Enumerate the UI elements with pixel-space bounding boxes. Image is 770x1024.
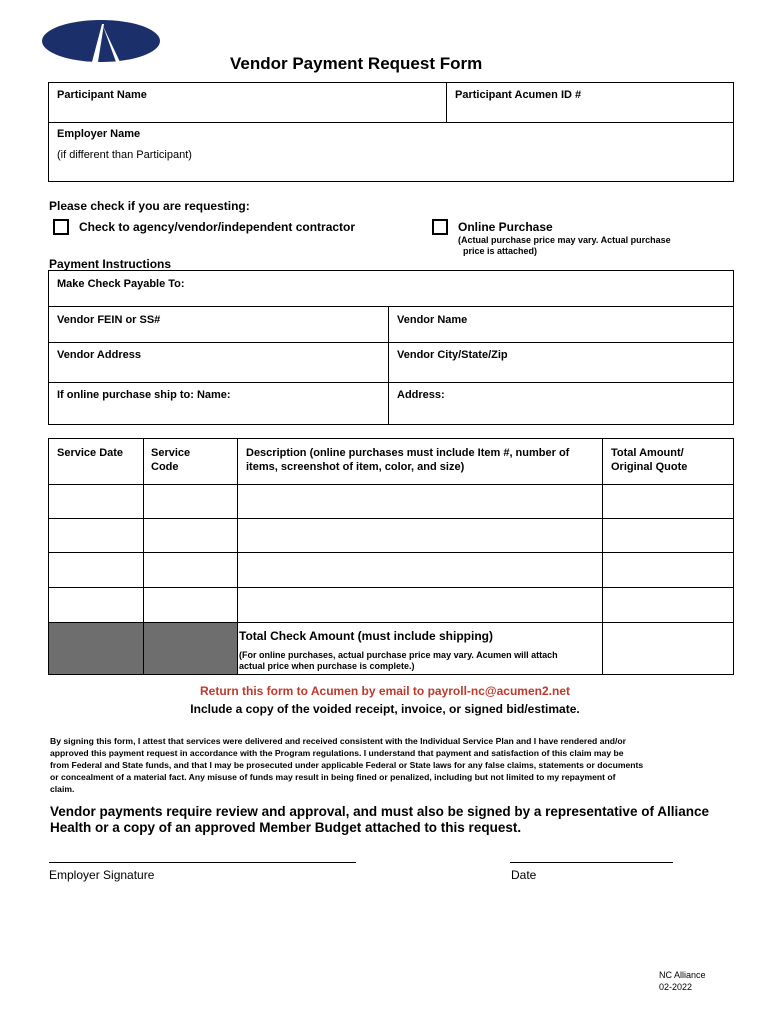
signature-label: Employer Signature [49, 868, 155, 882]
service-code-header-2: Code [151, 461, 179, 473]
vendor-note [50, 804, 709, 836]
total-header-1: Total Amount/ [611, 447, 684, 459]
request-heading: Please check if you are requesting: [49, 199, 250, 213]
return-line: Return this form to Acumen by email to payroll-nc@acumen2.net [200, 684, 570, 698]
attest-line-3: from Federal and State funds, and that I may be prosecuted under applicable Federal or State laws for any false claims, statements or documents [50, 760, 644, 770]
fein-label: Vendor FEIN or SS# [57, 314, 161, 326]
vendor-address-label: Vendor Address [57, 349, 141, 361]
online-purchase-checkbox[interactable] [432, 219, 448, 235]
attest-line-5: claim. [50, 784, 75, 794]
total-header-2: Original Quote [611, 461, 688, 473]
payment-box [48, 270, 734, 425]
attest-line-2: approved this payment request in accordance with the Program regulations. I understand that payment and satisfaction of this claim may be [50, 748, 624, 758]
employer-name-label: Employer Name [57, 128, 141, 140]
total-note-2: actual price when purchase is complete.) [239, 661, 415, 671]
agency-option-label: Check to agency/vendor/independent contractor [79, 220, 356, 234]
vendor-note-1: Vendor payments require review and approval, and must also be signed by a representative of Alliance [50, 804, 709, 819]
signature-line[interactable] [49, 862, 356, 863]
attest-line-1: By signing this form, I attest that services were delivered and received consistent with the Individual Service Plan and I have rendered and/or [50, 736, 626, 746]
date-label: Date [511, 868, 537, 882]
vendor-name-label: Vendor Name [397, 314, 468, 326]
attest-line-4: or concealment of a material fact. Any misuse of funds may result in being fined or penalized, including but not limited to my repayment of [50, 772, 616, 782]
total-note-1: (For online purchases, actual purchase price may vary. Acumen will attach [239, 650, 558, 660]
date-line[interactable] [510, 862, 673, 863]
participant-name-label: Participant Name [57, 89, 147, 101]
agency-checkbox[interactable] [53, 219, 69, 235]
online-note-2: price is attached) [463, 246, 538, 256]
footer-org: NC Alliance [659, 970, 706, 980]
service-code-header-1: Service [151, 447, 191, 459]
online-option-label: Online Purchase [458, 220, 553, 234]
logo [40, 18, 162, 64]
vendor-city-label: Vendor City/State/Zip [397, 349, 508, 361]
include-line: Include a copy of the voided receipt, invoice, or signed bid/estimate. [190, 702, 580, 716]
address-label: Address: [397, 389, 445, 401]
description-header-1: Description (online purchases must include Item #, number of [246, 447, 570, 459]
participant-box [48, 82, 734, 182]
payable-to-label: Make Check Payable To: [57, 278, 185, 290]
employer-note: (if different than Participant) [57, 149, 192, 161]
total-check-label: Total Check Amount (must include shipping) [239, 629, 493, 643]
page-title: Vendor Payment Request Form [230, 54, 483, 73]
online-note-1: (Actual purchase price may vary. Actual purchase [458, 235, 671, 245]
participant-id-label: Participant Acumen ID # [455, 89, 582, 101]
vendor-note-2: Health or a copy of an approved Member Budget attached to this request. [50, 820, 522, 835]
description-header-2: items, screenshot of item, color, and size) [246, 461, 465, 473]
payment-heading: Payment Instructions [49, 257, 172, 271]
attestation [50, 735, 740, 795]
footer-date: 02-2022 [659, 982, 693, 992]
service-date-header: Service Date [57, 447, 124, 459]
ship-to-name-label: If online purchase ship to: Name: [57, 389, 231, 401]
